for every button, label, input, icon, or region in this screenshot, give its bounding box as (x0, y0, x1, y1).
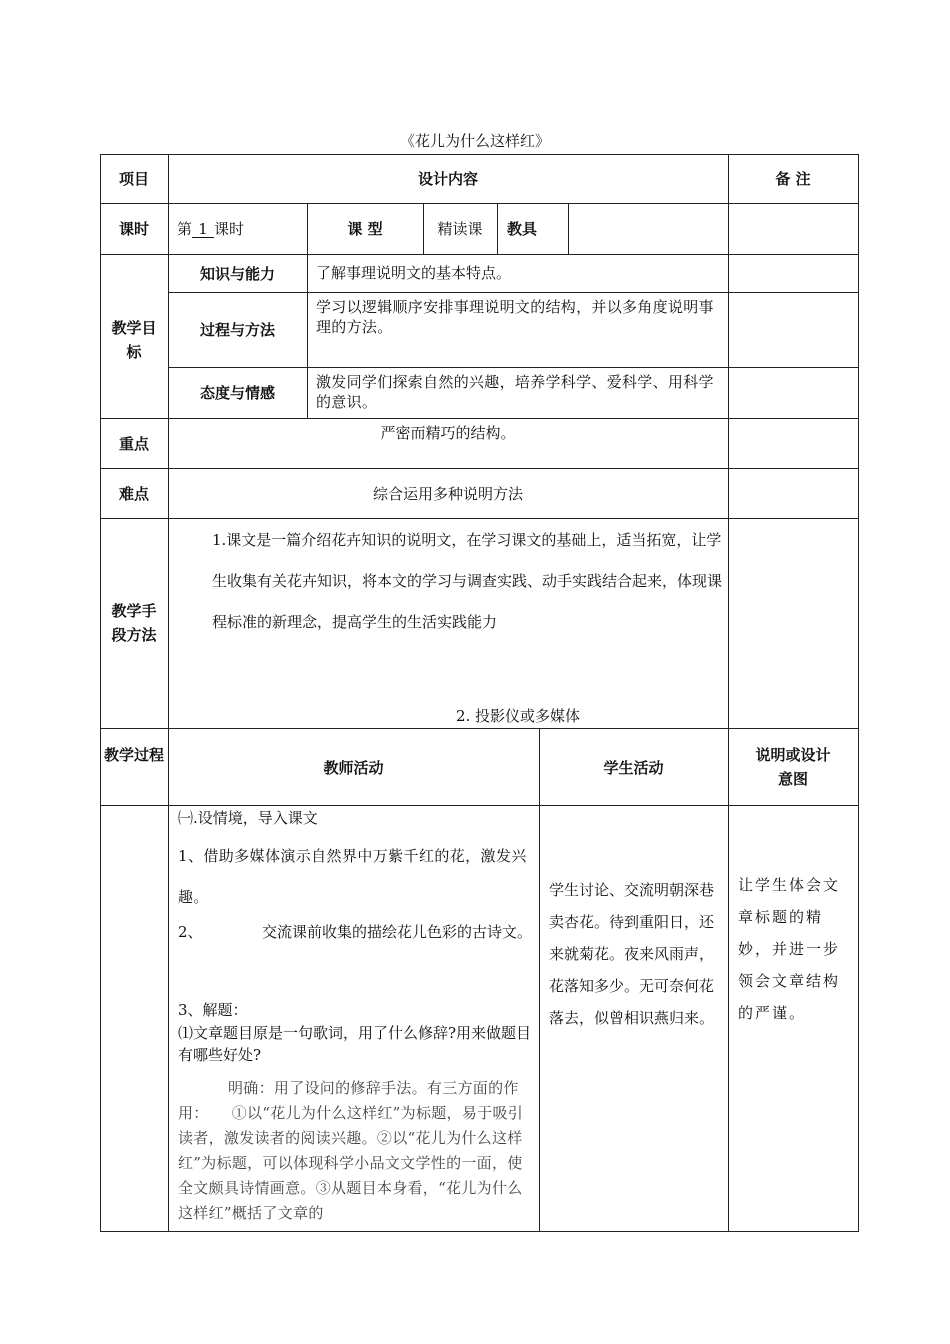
teacher-activity-header: 教师活动 (323, 759, 384, 777)
design-intent-text: 让学生体会文章标题的精妙，并进一步领会文章结构的严谨。 (738, 876, 841, 1022)
goals-label: 教学目标 (111, 319, 157, 361)
period-prefix: 第 (177, 220, 193, 238)
teacher-heading: ㈠.设情境，导入课文 (178, 809, 318, 827)
lesson-type-label: 课 型 (347, 220, 383, 238)
teacher-step-2: 交流课前收集的描绘花儿色彩的古诗文。 (262, 923, 533, 941)
goal-text-knowledge: 了解事理说明文的基本特点。 (316, 264, 512, 282)
goal-name-attitude: 态度与情感 (199, 384, 275, 402)
methods-label: 教学手段方法 (111, 602, 157, 644)
goal-name-process: 过程与方法 (199, 321, 275, 339)
difficulty-text: 综合运用多种说明方法 (372, 485, 523, 503)
goal-name-knowledge: 知识与能力 (199, 265, 275, 283)
methods-item-1: 1.课文是一篇介绍花卉知识的说明文，在学习课文的基础上，适当拓宽，让学生收集有关花卉知识，将本文的学习与调查实践、动手实践结合起来，体现课程标准的新理念，提高学生的生活实践能力 (212, 531, 723, 631)
header-item: 项目 (118, 170, 149, 188)
period-value (177, 219, 244, 239)
lesson-type-value: 精读课 (437, 220, 483, 238)
student-activity: 学生讨论、交流明朝深巷卖杏花。待到重阳日，还来就菊花。夜来风雨声，花落知多少。无可奈何花落去，似曾相识燕归来。 (549, 881, 715, 1027)
period-suffix: 课时 (214, 220, 245, 238)
focus-text: 严密而精巧的结构。 (380, 424, 516, 442)
teaching-aids-label: 教具 (507, 220, 538, 238)
focus-label: 重点 (118, 435, 149, 453)
teacher-step-3: 3、解题： (178, 1001, 248, 1019)
period-label: 课时 (118, 220, 149, 238)
goal-text-process: 学习以逻辑顺序安排事理说明文的结构，并以多角度说明事理的方法。 (316, 298, 714, 336)
design-intent-header: 说明或设计意图 (755, 746, 831, 788)
student-activity-header: 学生活动 (603, 759, 664, 777)
page-title: 《花儿为什么这样红》 (399, 132, 550, 150)
teacher-step-1: 1、借助多媒体演示自然界中万紫千红的花，激发兴趣。 (178, 847, 527, 906)
methods-item-2: 2. 投影仪或多媒体 (455, 707, 581, 725)
header-note: 备 注 (775, 170, 811, 188)
teacher-step-2-number: 2、 (178, 923, 203, 941)
teacher-question: ⑴文章题目原是一句歌词，用了什么修辞?用来做题目有哪些好处? (178, 1024, 532, 1064)
period-number: 1 (192, 221, 214, 238)
process-label: 教学过程 (104, 746, 165, 764)
teacher-answer: 明确：用了设问的修辞手法。有三方面的作用： ①以“花儿为什么这样红”为标题，易于吸引读者，激发读者的阅读兴趣。②以“花儿为什么这样红”为标题，可以体现科学小品文文学性的一面，使全文颇具诗情画意。③从题目本身看，“花儿为什么这样红”概括了文章的 (178, 1079, 524, 1222)
header-content: 设计内容 (417, 170, 478, 188)
goal-text-attitude: 激发同学们探索自然的兴趣，培养学科学、爱科学、用科学的意识。 (316, 373, 714, 411)
difficulty-label: 难点 (118, 485, 149, 503)
